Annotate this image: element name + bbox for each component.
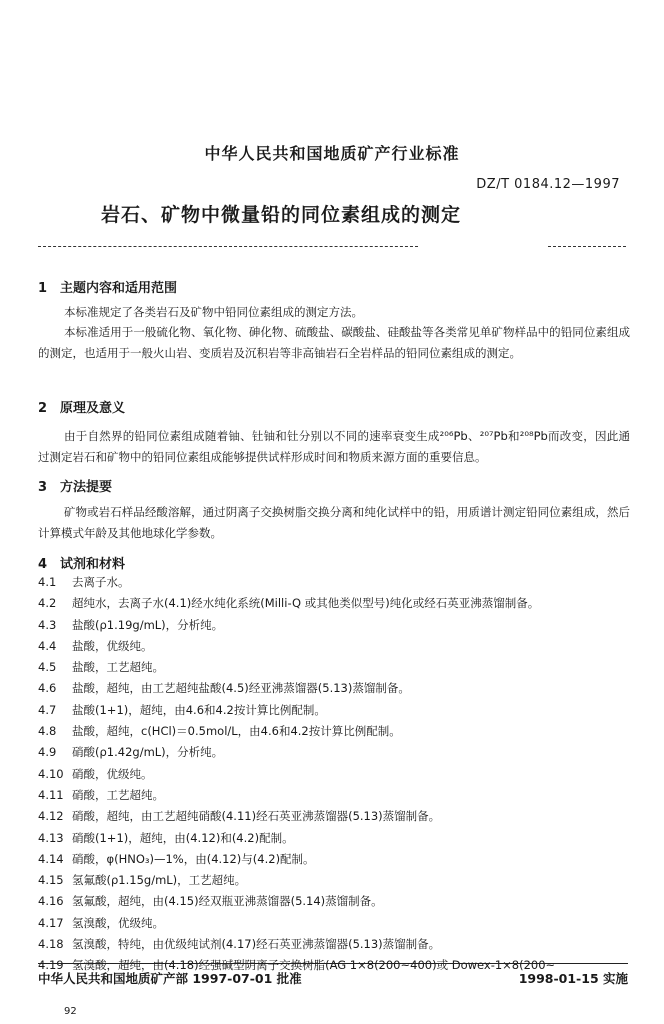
- section-1-paragraph-2: 本标准适用于一般硫化物、氧化物、砷化物、硫酸盐、碳酸盐、硅酸盐等各类常见单矿物样品中的铅同位素组成的测定，也适用于一般火山岩、变质岩及沉积岩等非高铀岩石全岩样品的铅同位素组成的测定。: [38, 325, 630, 360]
- reagent-number: 4.17: [38, 915, 64, 930]
- reagent-number: 4.12: [38, 809, 64, 824]
- reagent-text: 氢氟酸(ρ1.15g/mL)，工艺超纯。: [72, 873, 247, 888]
- section-3-heading: [38, 476, 112, 495]
- standard-header: 中华人民共和国地质矿产行业标准: [204, 144, 460, 163]
- implementation-date: 1998-01-15 实施: [518, 971, 628, 986]
- reagent-item: [38, 893, 638, 914]
- reagent-item: [38, 872, 638, 893]
- reagent-text: 硝酸(ρ1.42g/mL)，分析纯。: [72, 745, 224, 760]
- reagent-number: 4.16: [38, 894, 64, 909]
- footer-rule: [38, 963, 628, 964]
- reagent-number: 4.10: [38, 766, 64, 781]
- reagent-text: 盐酸(1+1)，超纯，由4.6和4.2按计算比例配制。: [72, 702, 326, 717]
- reagent-item: [38, 659, 638, 680]
- reagent-text: 盐酸(ρ1.19g/mL)，分析纯。: [72, 617, 224, 632]
- standard-code: DZ/T 0184.12—1997: [476, 177, 620, 192]
- reagent-text: 硝酸(1+1)，超纯，由(4.12)和(4.2)配制。: [72, 830, 294, 845]
- section-2-paragraph-1: 由于自然界的铅同位素组成随着铀、钍铀和钍分别以不同的速率衰变生成²⁰⁶Pb、²⁰⁷Pb和²⁰⁸Pb而改变，因此通过测定岩石和矿物中的铅同位素组成能够提供试样形成时间和物质来源方面的重要信息。: [38, 429, 630, 464]
- reagent-number: 4.18: [38, 937, 64, 952]
- reagent-item: [38, 830, 638, 851]
- reagent-item: [38, 595, 638, 616]
- reagent-text: 硝酸，优级纯。: [72, 766, 153, 781]
- reagent-text: 氢溴酸，特纯，由优级纯试剂(4.17)经石英亚沸蒸馏器(5.13)蒸馏制备。: [72, 937, 441, 952]
- section-1-heading: [38, 277, 177, 296]
- reagent-item: [38, 766, 638, 787]
- reagent-number: 4.4: [38, 638, 57, 653]
- section-title: 方法提要: [60, 480, 113, 495]
- reagent-item: [38, 702, 638, 723]
- reagent-number: 4.14: [38, 851, 64, 866]
- reagent-text: 超纯水，去离子水(4.1)经水纯化系统(Milli-Q 或其他类似型号)纯化或经石英亚沸蒸馏制备。: [72, 596, 540, 611]
- section-title: 试剂和材料: [60, 557, 126, 572]
- reagent-text: 盐酸，工艺超纯。: [72, 660, 164, 675]
- reagent-item: [38, 680, 638, 701]
- reagent-number: 4.3: [38, 617, 57, 632]
- reagent-text: 硝酸，超纯，由工艺超纯硝酸(4.11)经石英亚沸蒸馏器(5.13)蒸馏制备。: [72, 809, 441, 824]
- reagent-number: 4.15: [38, 873, 64, 888]
- reagent-number: 4.7: [38, 702, 57, 717]
- reagent-text: 氢溴酸，超纯，由(4.18)经强碱型阴离子交换树脂(AG 1×8(200~400)或 Dowex-1×8(200~: [72, 958, 556, 973]
- reagent-text: 氢氟酸，超纯，由(4.15)经双瓶亚沸蒸馏器(5.14)蒸馏制备。: [72, 894, 383, 909]
- reagent-text: 氢溴酸，优级纯。: [72, 915, 164, 930]
- section-2-heading: [38, 397, 125, 416]
- section-4-heading: [38, 553, 125, 572]
- reagent-text: 去离子水。: [72, 575, 130, 589]
- document-title: 岩石、矿物中微量铅的同位素组成的测定: [101, 204, 462, 226]
- reagent-item: [38, 638, 638, 659]
- section-3-paragraph-1: 矿物或岩石样品经酸溶解，通过阴离子交换树脂交换分离和纯化试样中的铅，用质谱计测定铅同位素组成，然后计算模式年龄及其他地球化学参数。: [38, 505, 630, 540]
- reagent-item: [38, 723, 638, 744]
- reagent-number: 4.6: [38, 681, 57, 696]
- reagent-number: 4.5: [38, 660, 57, 675]
- reagent-number: 4.2: [38, 596, 57, 611]
- reagent-item: [38, 574, 638, 595]
- section-number: 1: [38, 281, 48, 296]
- section-number: 4: [38, 557, 48, 572]
- reagent-number: 4.13: [38, 830, 64, 845]
- reagent-item: [38, 787, 638, 808]
- reagent-number: 4.8: [38, 724, 57, 739]
- reagent-item: [38, 936, 638, 957]
- section-number: 3: [38, 480, 48, 495]
- reagent-number: 4.1: [38, 575, 57, 589]
- reagent-list: [38, 574, 638, 979]
- reagent-text: 盐酸，超纯，c(HCl)＝0.5mol/L，由4.6和4.2按计算比例配制。: [72, 724, 401, 739]
- header-rule-left: [38, 246, 418, 247]
- reagent-text: 硝酸，工艺超纯。: [72, 787, 164, 802]
- reagent-text: 盐酸，超纯，由工艺超纯盐酸(4.5)经亚沸蒸馏器(5.13)蒸馏制备。: [72, 681, 410, 696]
- reagent-item: [38, 808, 638, 829]
- approval-statement: 中华人民共和国地质矿产部 1997-07-01 批准: [38, 971, 302, 986]
- section-1-paragraph-1: 本标准规定了各类岩石及矿物中铅同位素组成的测定方法。: [64, 305, 363, 319]
- section-number: 2: [38, 401, 48, 416]
- section-title: 原理及意义: [60, 401, 126, 416]
- header-rule-right: [548, 246, 626, 247]
- reagent-item: [38, 851, 638, 872]
- reagent-item: [38, 744, 638, 765]
- reagent-number: 4.11: [38, 787, 64, 802]
- reagent-number: 4.19: [38, 958, 64, 973]
- reagent-item: [38, 617, 638, 638]
- reagent-number: 4.9: [38, 745, 57, 760]
- reagent-text: 盐酸，优级纯。: [72, 638, 153, 653]
- reagent-item: [38, 915, 638, 936]
- page-number: 92: [64, 1006, 77, 1017]
- section-title: 主题内容和适用范围: [60, 281, 178, 296]
- reagent-text: 硝酸，φ(HNO₃)—1%，由(4.12)与(4.2)配制。: [72, 851, 315, 866]
